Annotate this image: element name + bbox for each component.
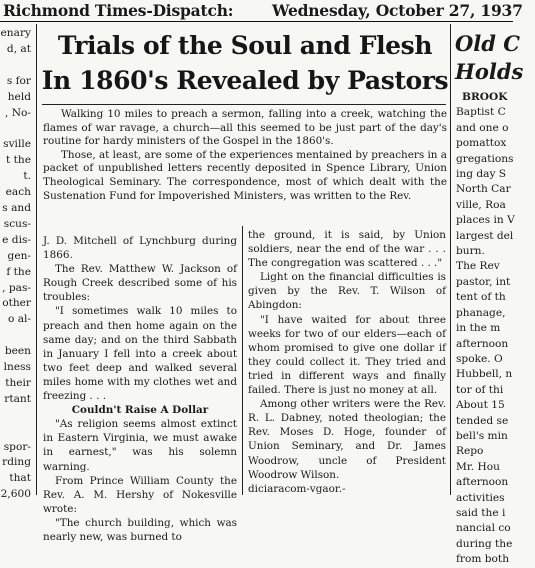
paragraph: "The church building, which was nearly new, was burned to bbox=[43, 516, 237, 543]
left-column-line: that bbox=[9, 472, 31, 485]
paragraph: The Rev. Matthew W. Jackson of Rough Creek described some of his troubles: bbox=[43, 263, 237, 304]
paragraph: "I have waited for about three weeks for two of our elders—each of whom promised to give one dollar if they could collect it. They tried and tried in different ways and finally failed. There is just no money at all. bbox=[248, 313, 446, 397]
right-column-line: Repo bbox=[456, 445, 484, 458]
right-column-line: tent of th bbox=[456, 291, 506, 304]
column-rule-left bbox=[36, 24, 37, 495]
column-rule-right bbox=[450, 24, 451, 495]
paragraph: Among other writers were the Rev. R. L. Dabney, noted theologian; the Rev. Moses D. Hoge, founder of Union Seminary, and Dr. James Woodrow, uncle of President Woodrow Wilson. bbox=[248, 398, 446, 481]
right-column-line: burn. bbox=[456, 245, 485, 258]
headline-line-1: Trials of the Soul and Flesh bbox=[57, 31, 433, 60]
left-column-line: 2,600 bbox=[0, 488, 31, 501]
article-column-2 bbox=[248, 228, 446, 495]
left-column-line bbox=[0, 328, 33, 344]
right-column-line: North Car bbox=[456, 183, 511, 196]
left-column-line: their bbox=[5, 376, 31, 389]
left-adjacent-column bbox=[0, 26, 33, 501]
right-column-line: tor of thi bbox=[456, 383, 504, 396]
issue-date: Wednesday, October 27, 1937 bbox=[272, 1, 523, 20]
headline-line-2: In 1860's Revealed by Pastors bbox=[41, 66, 449, 95]
right-column-line: gregations bbox=[456, 152, 514, 165]
right-column-line: phanage, bbox=[456, 306, 506, 319]
left-column-line: t. bbox=[23, 170, 31, 183]
left-column-line bbox=[0, 408, 33, 424]
lead-paragraph: Those, at least, are some of the experiences mentained by preachers in a packet of unpublished letters recently deposited in Spence Library, Union Theological Seminary. The correspondence, most of which dealt with the Sustenation Fund for Impoverished Ministers, was written to the Rev. bbox=[43, 148, 447, 202]
left-column-line: enary bbox=[0, 27, 31, 39]
right-column-line: pastor, int bbox=[456, 275, 511, 288]
left-column-line: rding bbox=[2, 456, 31, 469]
right-column-line: Mr. Hou bbox=[456, 460, 500, 473]
body-column-rule bbox=[242, 226, 243, 495]
left-column-line: sville bbox=[3, 138, 31, 151]
left-column-line: other bbox=[2, 297, 31, 310]
right-column-line: About 15 bbox=[456, 399, 505, 412]
right-column-line: bell's min bbox=[456, 429, 508, 442]
right-column-line: afternoon bbox=[456, 476, 509, 489]
article-lead bbox=[43, 108, 447, 203]
right-column-line: said the i bbox=[456, 506, 506, 519]
right-column-line: activities bbox=[456, 491, 505, 504]
paragraph: From Prince William County the Rev. A. M. Hershy of Nokesville wrote: bbox=[43, 474, 237, 515]
right-headline-line-2: Holds bbox=[455, 59, 524, 84]
left-column-line: , pas- bbox=[2, 281, 31, 294]
paragraph: "As religion seems almost extinct in Eastern Virginia, we must awake in earnest," was his solemn warning. bbox=[43, 418, 237, 473]
right-column-line: ville, Roa bbox=[456, 198, 506, 211]
masthead bbox=[0, 0, 523, 22]
left-column-line bbox=[0, 121, 33, 137]
right-headline-line-1: Old C bbox=[455, 31, 520, 56]
left-column-line: rtant bbox=[4, 392, 31, 405]
lead-separator-rule bbox=[42, 104, 446, 105]
left-column-line bbox=[0, 58, 33, 74]
left-column-line: each bbox=[5, 186, 31, 199]
paragraph: diciaracom-vgaor.- bbox=[248, 482, 346, 495]
right-column-line: afternoon bbox=[456, 337, 509, 350]
paragraph: J. D. Mitchell of Lynchburg during 1866. bbox=[43, 235, 237, 262]
paragraph: "I sometimes walk 10 miles to preach and then home again on the same day; and on the third Sabbath in January I fell into a creek about two feet deep and walked several miles home with my clothes wet and freezing . . . bbox=[43, 305, 237, 403]
right-column-line: ing day S bbox=[456, 168, 507, 181]
left-column-line: been bbox=[4, 345, 31, 358]
left-column-line: lness bbox=[3, 361, 31, 374]
right-column-line: pomattox bbox=[456, 137, 507, 150]
subheading: Couldn't Raise A Dollar bbox=[71, 404, 209, 417]
left-column-line: s for bbox=[6, 74, 31, 87]
article-column-1 bbox=[43, 234, 237, 543]
right-dateline: BROOK bbox=[462, 91, 508, 103]
right-column-line: spoke. O bbox=[456, 352, 503, 365]
right-adjacent-column bbox=[456, 90, 526, 566]
left-column-line bbox=[0, 424, 33, 440]
left-column-line: spor- bbox=[3, 440, 31, 453]
right-column-line: during the bbox=[456, 537, 513, 550]
left-column-line: scus- bbox=[3, 217, 31, 230]
right-column-line: Baptist C bbox=[456, 106, 506, 119]
lead-paragraph: Walking 10 miles to preach a sermon, falling into a creek, watching the flames of war ravage, a church—all this seemed to be just part of the day's routine for hardy ministers of the Gospel in the 1860's. bbox=[43, 108, 447, 148]
right-column-lines bbox=[456, 105, 526, 567]
left-column-line: s and bbox=[2, 201, 31, 214]
right-column-line: tended se bbox=[456, 414, 509, 427]
right-column-line: The Rev bbox=[456, 260, 500, 273]
right-column-line: Hubbell, n bbox=[456, 368, 513, 381]
left-column-line: , No- bbox=[5, 106, 31, 119]
left-column-line: o al- bbox=[7, 313, 31, 326]
right-column-line: in the m bbox=[456, 322, 501, 335]
left-column-line: e dis- bbox=[2, 233, 31, 246]
left-column-line: f the bbox=[6, 265, 31, 278]
right-column-line: and one o bbox=[456, 121, 509, 134]
right-column-line: from both bbox=[456, 553, 510, 566]
right-column-line: places in V bbox=[456, 214, 515, 227]
paragraph: the ground, it is said, by Union soldiers, near the end of the war . . . The congregation was scattered . . ." bbox=[248, 229, 446, 270]
right-column-line: largest del bbox=[456, 229, 514, 242]
newspaper-name: Richmond Times-Dispatch: bbox=[3, 1, 234, 20]
right-column-line: nancial co bbox=[456, 522, 511, 535]
left-column-line: held bbox=[7, 90, 31, 103]
left-column-line: gen- bbox=[7, 249, 31, 262]
left-column-line: d, at bbox=[6, 42, 31, 55]
article-headline bbox=[40, 28, 450, 98]
right-article-headline bbox=[455, 30, 535, 86]
paragraph: Light on the financial difficulties is given by the Rev. T. Wilson of Abingdon: bbox=[248, 271, 446, 312]
left-column-line: t the bbox=[6, 154, 31, 167]
